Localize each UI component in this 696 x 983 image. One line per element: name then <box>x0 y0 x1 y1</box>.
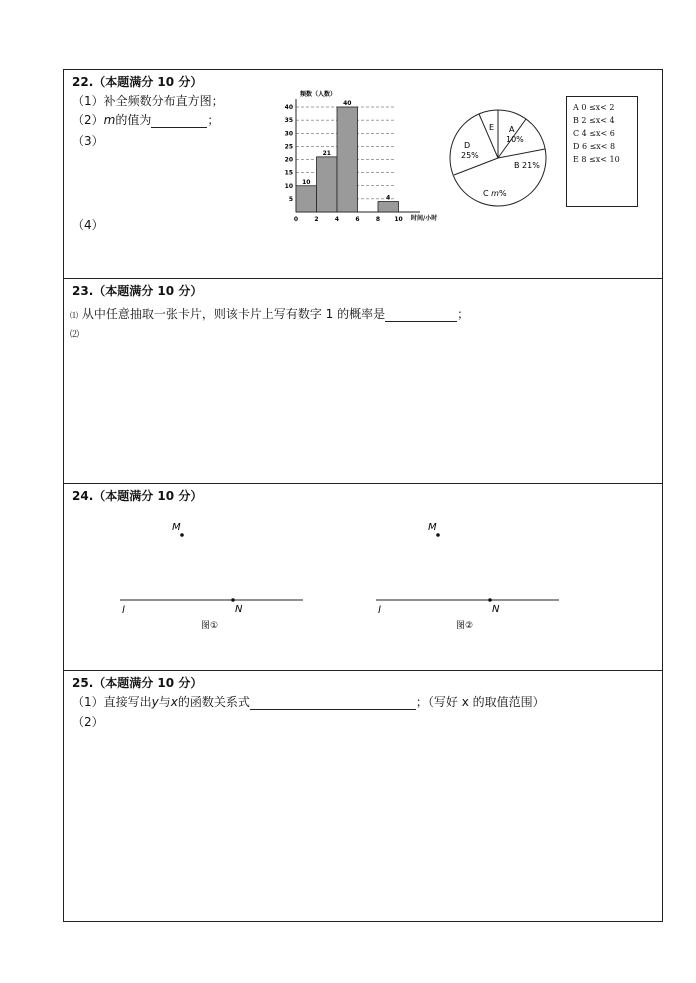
fig1-label-l: l <box>122 605 125 616</box>
q22-title: 22.（本题满分 10 分） <box>72 75 203 89</box>
q25-part2: （2） <box>72 715 104 729</box>
question-24 <box>64 483 662 670</box>
question-22 <box>64 70 662 278</box>
legend-item: D 6 ≤x< 8 <box>573 142 616 151</box>
legend-item: B 2 ≤x< 4 <box>573 116 615 125</box>
fig2-point-n <box>488 598 492 602</box>
figure-2 <box>376 522 559 631</box>
bar-value-label: 10 <box>302 178 311 186</box>
slice-a-pct: 10% <box>506 135 524 144</box>
fig2-label-l: l <box>378 605 381 616</box>
q22-part3: （3） <box>72 134 104 148</box>
x-tick-label: 2 <box>314 216 319 223</box>
x-tick-label: 0 <box>293 216 299 223</box>
q23-title: 23.（本题满分 10 分） <box>72 284 203 298</box>
x-tick-label: 6 <box>355 216 360 223</box>
fig1-point-m <box>180 533 184 537</box>
x-tick-label: 10 <box>394 216 403 223</box>
figure-1 <box>120 522 303 631</box>
frequency-histogram <box>284 86 452 226</box>
bar-value-label: 4 <box>386 194 391 202</box>
q23-part1: ⑴ 从中任意抽取一张卡片，则该卡片上写有数字 1 的概率是 ； <box>70 307 470 321</box>
y-tick-label: 25 <box>284 143 293 151</box>
slice-d-name: D <box>464 141 471 150</box>
geometry-figures <box>64 484 662 671</box>
fig2-label-m: M <box>428 522 437 533</box>
q24-title: 24.（本题满分 10 分） <box>72 489 203 503</box>
fig1-caption: 图① <box>201 621 219 631</box>
slice-d-pct: 25% <box>461 151 479 160</box>
q23-part2: ⑵ <box>70 330 80 340</box>
slice-b-label: B 21% <box>514 161 540 170</box>
y-tick-label: 40 <box>284 104 293 111</box>
answer-blank-m[interactable] <box>151 116 207 128</box>
y-tick-label: 30 <box>284 130 293 138</box>
answer-blank-probability[interactable] <box>385 310 457 322</box>
question-23 <box>64 278 662 483</box>
pie-legend <box>566 96 638 207</box>
q22-part4: （4） <box>72 218 104 232</box>
histogram-bar <box>337 107 358 212</box>
legend-item: E 8 ≤x< 10 <box>573 155 620 164</box>
histogram-bar <box>296 186 317 212</box>
fig1-point-n <box>231 598 235 602</box>
y-tick-label: 5 <box>288 195 293 203</box>
histogram-xlabel: 时间/小时 <box>411 215 438 222</box>
x-tick-labels <box>294 216 403 223</box>
y-tick-labels <box>285 104 293 203</box>
slice-c-label: C m% <box>483 189 507 198</box>
answer-sheet <box>63 69 663 922</box>
y-tick-label: 20 <box>284 156 293 164</box>
question-25 <box>64 670 662 921</box>
histogram-ylabel: 频数（人数） <box>300 91 337 98</box>
pie-chart <box>444 104 554 214</box>
answer-blank-function[interactable] <box>250 698 416 710</box>
y-tick-label: 10 <box>284 182 293 190</box>
legend-item: C 4 ≤x< 6 <box>573 129 615 138</box>
legend-item: A 0 ≤x< 2 <box>573 103 615 112</box>
bar-value-label: 40 <box>343 100 352 107</box>
fig2-label-n: N <box>492 604 500 615</box>
q22-part2: （2）m的值为 ； <box>72 113 220 127</box>
x-tick-label: 8 <box>375 216 381 223</box>
x-tick-label: 4 <box>334 216 340 223</box>
histogram-bar <box>317 157 338 212</box>
q25-title: 25.（本题满分 10 分） <box>72 676 203 690</box>
fig1-label-n: N <box>235 604 243 615</box>
fig2-point-m <box>436 533 440 537</box>
q25-part1: （1）直接写出y与x的函数关系式 ；（写好 x 的取值范围） <box>72 695 545 709</box>
slice-a-name: A <box>509 125 515 134</box>
legend-list <box>567 101 637 166</box>
y-tick-label: 35 <box>284 117 293 125</box>
bar-value-label: 21 <box>322 149 331 157</box>
histogram-bar <box>378 202 399 213</box>
fig1-label-m: M <box>172 522 181 533</box>
y-tick-label: 15 <box>284 169 293 177</box>
fig2-caption: 图② <box>456 621 474 631</box>
q22-part1: （1）补全频数分布直方图； <box>72 94 224 108</box>
slice-e-label: E <box>489 123 495 132</box>
